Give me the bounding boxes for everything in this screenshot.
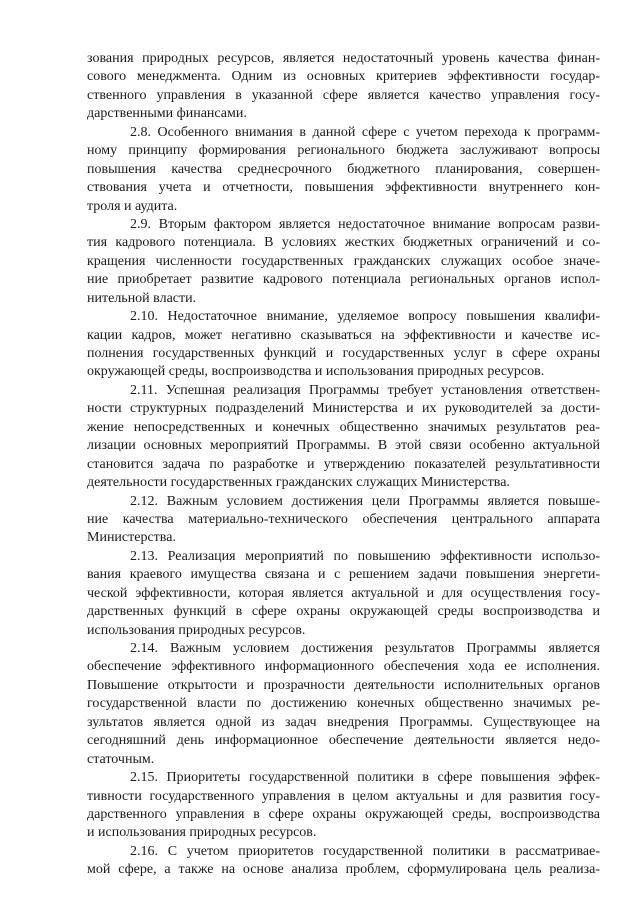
text-line: Повышение открытости и прозрачности деятельности исполнительных органов — [87, 677, 600, 693]
text-line: сегодняшний день информационное обеспечение деятельности является недо- — [87, 733, 600, 749]
text-line: сового менеджмента. Одним из основных критериев эффективности государ- — [87, 69, 600, 85]
text-line: дарственного управления в сфере охраны окружающей среды, воспроизводства — [87, 806, 600, 822]
text-line: ческой эффективности, которая является актуальной и для осуществления госу- — [87, 585, 600, 601]
text-line: статочным. — [87, 751, 155, 767]
text-line: обеспечение эффективного информационного обеспечения хода ее исполнения. — [87, 659, 600, 675]
text-line: ности структурных подразделений Министерства и их руководителей за дости- — [87, 401, 600, 417]
paragraph — [87, 382, 600, 493]
text-line: кращения численности государственных гражданских служащих особое значе- — [87, 253, 600, 269]
text-line: использования природных ресурсов. — [87, 622, 306, 638]
paragraph — [87, 493, 600, 548]
text-line: кации кадров, может негативно сказываться на эффективности и качестве ис- — [87, 327, 600, 343]
text-line: дарственными финансами. — [87, 106, 247, 122]
text-line: тия кадрового потенциала. В условиях жестких бюджетных ограничений и со- — [87, 235, 600, 251]
text-line: повышения качества среднесрочного бюджетного планирования, совершен- — [87, 161, 600, 177]
text-line: 2.14. Важным условием достижения результатов Программы является — [130, 641, 600, 656]
text-line: троля и аудита. — [87, 198, 178, 214]
text-line: ние приобретает развитие кадрового потенциала региональных органов испол- — [87, 272, 600, 288]
text-line: ние качества материально-технического обеспечения центрального аппарата — [87, 511, 600, 527]
paragraph — [87, 843, 600, 880]
paragraph — [87, 308, 600, 382]
text-line: ному принципу формирования регионального бюджета заслуживают вопросы — [87, 143, 600, 159]
text-line: 2.9. Вторым фактором является недостаточное внимание вопросам разви- — [130, 216, 600, 232]
text-line: зультатов является одной из задач внедрения Программы. Существующее на — [87, 714, 600, 730]
document-page — [87, 50, 600, 880]
text-line: лизации основных мероприятий Программы. В этой связи особенно актуальной — [87, 438, 600, 454]
text-line: и использования природных ресурсов. — [87, 825, 317, 841]
text-line: 2.13. Реализация мероприятий по повышению эффективности использо- — [130, 548, 600, 564]
text-line: 2.15. Приоритеты государственной политики в сфере повышения эффек- — [130, 770, 600, 786]
text-line: полнения государственных функций и государственных услуг в сфере охраны — [87, 346, 600, 361]
text-line: зования природных ресурсов, является недостаточный уровень качества финан- — [87, 51, 600, 66]
text-line: становится задача по разработке и утверждению показателей результативности — [87, 456, 600, 472]
paragraph — [87, 50, 600, 124]
paragraph — [87, 548, 600, 640]
text-line: тивности государственного управления в целом актуальны и для развития госу- — [87, 788, 600, 804]
text-line: мой сфере, а также на основе анализа проблем, сформулирована цель реализа- — [87, 862, 600, 878]
paragraph — [87, 640, 600, 769]
paragraph — [87, 769, 600, 843]
text-line: окружающей среды, воспроизводства и использования природных ресурсов. — [87, 364, 545, 380]
text-line: 2.8. Особенного внимания в данной сфере с учетом перехода к программ- — [130, 124, 600, 140]
text-line: 2.10. Недостаточное внимание, уделяемое вопросу повышения квалифи- — [130, 309, 600, 325]
text-line: 2.11. Успешная реализация Программы требует установления ответствен- — [130, 382, 600, 398]
text-line: Министерства. — [87, 530, 176, 546]
text-line: ствования учета и отчетности, повышения эффективности внутреннего кон- — [87, 180, 600, 196]
text-line: нительной власти. — [87, 290, 197, 306]
text-line: государственной власти по достижению конечных общественно значимых ре- — [87, 696, 600, 712]
text-line: дарственных функций в сфере охраны окружающей среды воспроизводства и — [87, 604, 600, 620]
text-line: вания краевого имущества связана и с решением задачи повышения энергети- — [87, 567, 600, 583]
text-line: жение непосредственных и конечных общественно значимых результатов реа- — [87, 419, 600, 435]
paragraph — [87, 124, 600, 216]
text-line: деятельности государственных гражданских служащих Министерства. — [87, 475, 510, 491]
text-line: ственного управления в указанной сфере является качество управления госу- — [87, 87, 600, 103]
text-line: 2.12. Важным условием достижения цели Программы является повыше- — [130, 493, 600, 509]
paragraph — [87, 216, 600, 308]
text-line: 2.16. С учетом приоритетов государственной политики в рассматривае- — [130, 843, 600, 859]
